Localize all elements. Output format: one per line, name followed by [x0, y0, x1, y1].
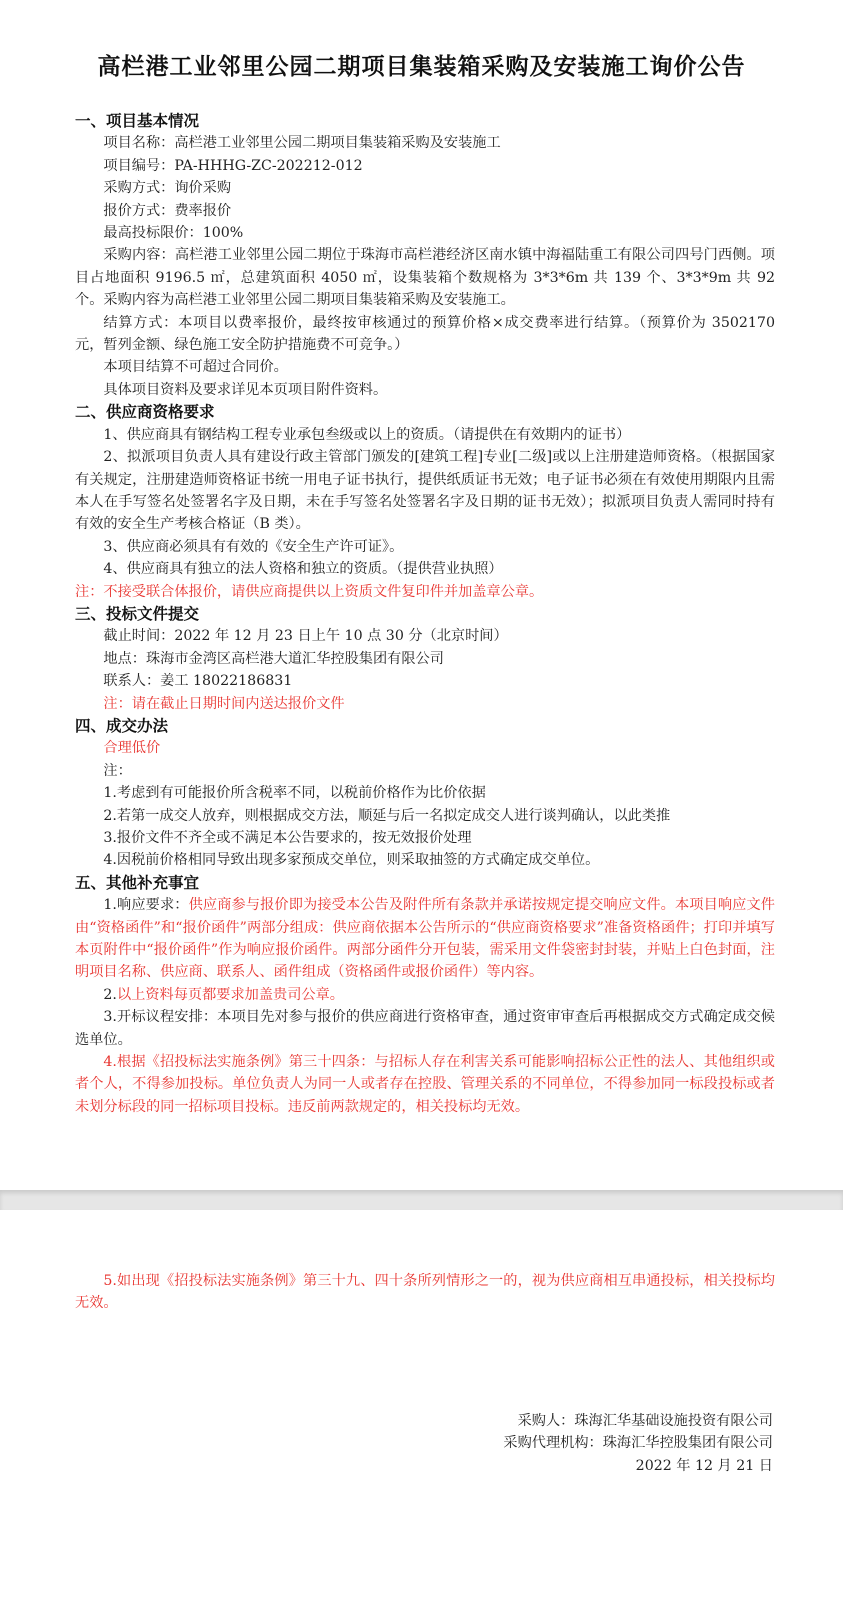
section-heading-submission: 三、投标文件提交 [75, 603, 200, 623]
other-item-2-label: 2. [103, 986, 117, 1003]
settlement-method: 结算方式：本项目以费率报价，最终按审核通过的预算价格×成交费率进行结算。（预算价为 3502170 元，暂列金额、绿色施工安全防护措施费不可竞争。） [75, 314, 775, 354]
settlement-limit: 本项目结算不可超过合同价。 [103, 359, 288, 376]
submission-contact: 联系人：姜工 18022186831 [103, 673, 293, 690]
other-item-1-text: 供应商参与报价即为接受本公告及附件所有条款并承诺按规定提交响应文件。本项目响应文件由“资格函件”和“报价函件”两部分组成：供应商依据本公告所示的“供应商资格要求”准备资格函件；打印并填写本页附件中“报价函件”作为响应报价函件。两部分函件分开包装，需采用文件袋密封封装，并贴上白色封面，注明项目名称、供应商、联系人、函件组成（资格函件或报价函件）等内容。 [75, 897, 775, 981]
qualification-note: 注：不接受联合体报价，请供应商提供以上资质文件复印件并加盖章公章。 [75, 583, 544, 600]
page-separator [0, 1190, 843, 1210]
section-heading-basic-info: 一、项目基本情况 [75, 111, 200, 130]
section-heading-award: 四、成交办法 [75, 715, 169, 735]
quote-method: 报价方式：费率报价 [103, 202, 232, 219]
buyer-name: 采购人：珠海汇华基础设施投资有限公司 [517, 1413, 773, 1429]
submission-note: 注：请在截止日期时间内送达报价文件 [103, 695, 345, 712]
section-heading-other: 五、其他补充事宜 [75, 872, 200, 892]
qualification-item-1: 1、供应商具有钢结构工程专业承包叁级或以上的资质。（请提供在有效期内的证书） [103, 426, 631, 443]
document-body-continued [75, 1270, 775, 1315]
award-note-4: 4.因税前价格相同导致出现多家预成交单位，则采取抽签的方式确定成交单位。 [103, 852, 600, 869]
other-item-5: 5.如出现《招投标法实施条例》第三十九、四十条所列情形之一的，视为供应商相互串通投标，相关投标均无效。 [75, 1273, 775, 1312]
project-name: 项目名称：高栏港工业邻里公园二期项目集装箱采购及安装施工 [103, 135, 501, 152]
other-item-2 [75, 984, 775, 1006]
project-code: 项目编号：PA-HHHG-ZC-202212-012 [103, 157, 363, 174]
submission-place: 地点：珠海市金湾区高栏港大道汇华控股集团有限公司 [103, 650, 444, 667]
document-body [75, 110, 775, 1118]
document-page-2 [0, 1210, 843, 1600]
submission-deadline: 截止时间：2022 年 12 月 23 日上午 10 点 30 分（北京时间） [103, 628, 508, 645]
award-method: 合理低价 [103, 740, 161, 757]
signature-date: 2022 年 12 月 21 日 [635, 1457, 773, 1474]
award-note-3: 3.报价文件不齐全或不满足本公告要求的，按无效报价处理 [103, 830, 472, 846]
other-item-3: 3.开标议程安排：本项目先对参与报价的供应商进行资格审查，通过资审审查后再根据成交方式确定成交候选单位。 [75, 1009, 775, 1048]
procurement-content: 采购内容：高栏港工业邻里公园二期位于珠海市高栏港经济区南水镇中海福陆重工有限公司四号门西侧。项目占地面积 9196.5 ㎡，总建筑面积 4050 ㎡，设集装箱个数规格为 3*3*6m 共 139 个、3*3*9m 共 92 个。采购内容为高栏港工业邻里公园二期项目集装箱采购及安装施工。 [75, 247, 775, 309]
document-title: 高栏港工业邻里公园二期项目集装箱采购及安装施工询价公告 [97, 53, 746, 80]
project-detail-note: 具体项目资料及要求详见本页项目附件资料。 [103, 381, 388, 398]
qualification-item-3: 3、供应商必须具有有效的《安全生产许可证》。 [103, 538, 404, 555]
agent-name: 采购代理机构：珠海汇华控股集团有限公司 [503, 1435, 773, 1452]
qualification-item-4: 4、供应商具有独立的法人资格和独立的资质。（提供营业执照） [103, 561, 503, 578]
award-note-2: 2.若第一成交人放弃，则根据成交方法，顺延与后一名拟定成交人进行谈判确认，以此类推 [103, 807, 671, 824]
signature-block [503, 1410, 773, 1477]
award-note-1: 1.考虑到有可能报价所含税率不同，以税前价格作为比价依据 [103, 785, 486, 802]
max-bid-limit: 最高投标限价：100% [103, 225, 244, 242]
award-note-label: 注： [103, 762, 132, 779]
other-item-1 [75, 894, 775, 984]
other-item-2-text: 以上资料每页都要求加盖贵司公章。 [116, 986, 344, 1003]
procurement-method: 采购方式：询价采购 [103, 180, 232, 197]
qualification-item-2: 2、拟派项目负责人具有建设行政主管部门颁发的[建筑工程]专业[二级]或以上注册建造师资格。（根据国家有关规定，注册建造师资格证书统一用电子证书执行，提供纸质证书无效；电子证书必须在有效使用期限内且需本人在手写签名处签署名字及日期，未在手写签名处签署名字及日期的证书无效）；拟派项目负责人需同时持有有效的安全生产考核合格证（B 类）。 [75, 449, 775, 533]
section-heading-qualification: 二、供应商资格要求 [75, 402, 215, 422]
other-item-1-label: 1.响应要求： [103, 897, 189, 914]
other-item-4: 4.根据《招投标法实施条例》第三十四条：与招标人存在利害关系可能影响招标公正性的法人、其他组织或者个人，不得参加投标。单位负责人为同一人或者存在控股、管理关系的不同单位，不得参加同一标段投标或者未划分标段的同一招标项目投标。违反前两款规定的，相关投标均无效。 [75, 1054, 775, 1115]
